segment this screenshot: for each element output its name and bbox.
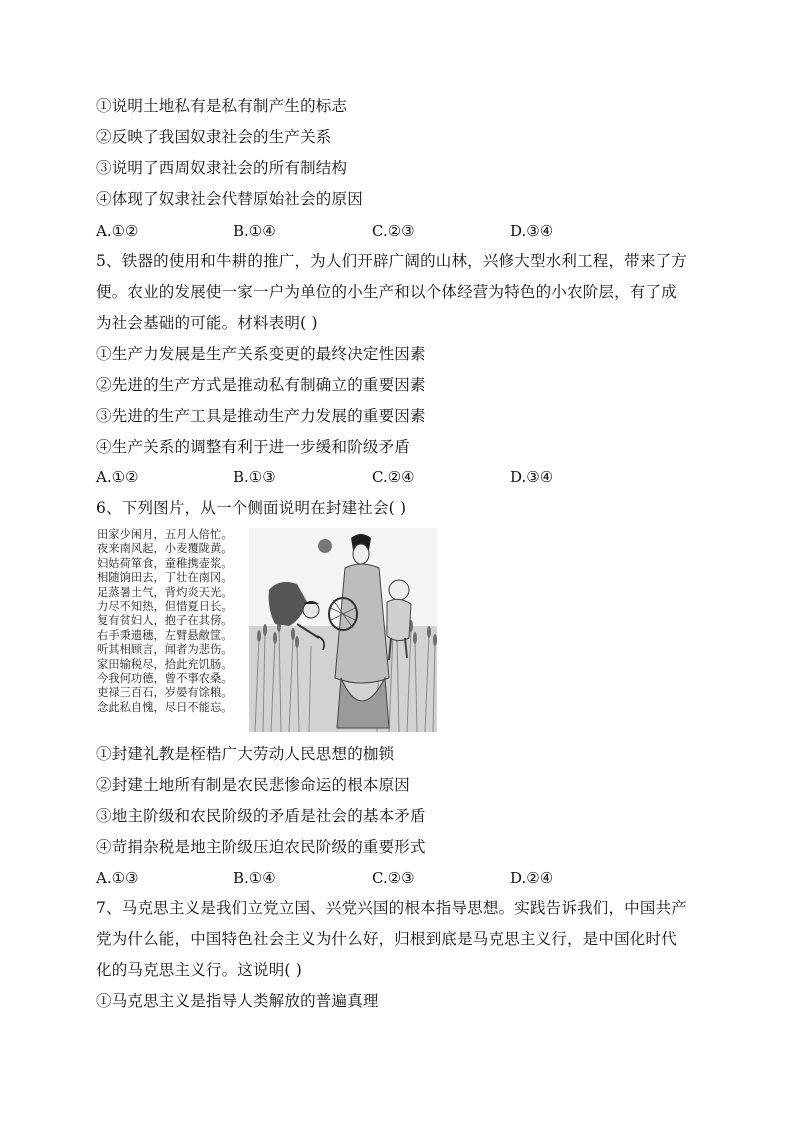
q7-stem-line-1: 7、马克思主义是我们立党立国、兴党兴国的根本指导思想。实践告诉我们，中国共产 <box>96 899 687 917</box>
q5-option-a[interactable]: A.①② <box>96 468 139 486</box>
q5-item-1: ①生产力发展是生产关系变更的最终决定性因素 <box>96 345 426 363</box>
q6-item-2: ②封建土地所有制是农民悲惨命运的根本原因 <box>96 776 411 794</box>
q6-option-a[interactable]: A.①③ <box>96 869 139 887</box>
q6-item-3: ③地主阶级和农民阶级的矛盾是社会的基本矛盾 <box>96 807 426 825</box>
q6-option-c[interactable]: C.②③ <box>372 869 415 887</box>
q7-stem-line-2: 党为什么能，中国特色社会主义为什么好，归根到底是马克思主义行，是中国化时代 <box>96 930 677 948</box>
poem-line: 妇姑荷箪食，童稚携壶浆。 <box>97 556 233 570</box>
poem-line: 家田输税尽，拾此充饥肠。 <box>97 657 233 671</box>
q5-stem-line-2: 便。农业的发展使一家一户为单位的小生产和以个体经营为特色的小农阶层，有了成 <box>96 283 677 301</box>
q6-option-b[interactable]: B.①④ <box>233 869 276 887</box>
q4-option-b[interactable]: B.①④ <box>233 222 276 240</box>
q5-item-4: ④生产关系的调整有利于进一步缓和阶级矛盾 <box>96 438 411 456</box>
q6-poem <box>97 528 253 715</box>
q6-figure <box>97 528 437 732</box>
poem-line: 今我何功德，曾不事农桑。 <box>97 672 233 686</box>
poem-line: 右手秉遗穗，左臂悬敝筐。 <box>97 628 233 642</box>
poem-line: 夜来南风起，小麦覆陇黄。 <box>97 542 233 556</box>
q7-item-1: ①马克思主义是指导人类解放的普遍真理 <box>96 992 379 1010</box>
q4-item-2: ②反映了我国奴隶社会的生产关系 <box>96 128 332 146</box>
q4-item-1: ①说明土地私有是私有制产生的标志 <box>96 97 348 115</box>
poem-line: 复有贫妇人，抱子在其傍。 <box>97 614 233 628</box>
q7-stem-line-3: 化的马克思主义行。这说明( ) <box>96 961 303 979</box>
q6-stem: 6、下列图片，从一个侧面说明在封建社会( ) <box>96 499 407 517</box>
poem-line: 吏禄三百石，岁晏有馀粮。 <box>97 686 233 700</box>
q4-option-a[interactable]: A.①② <box>96 222 139 240</box>
q4-option-d[interactable]: D.③④ <box>510 222 554 240</box>
poem-line: 力尽不知热，但惜夏日长。 <box>97 600 233 614</box>
poem-line: 足蒸暑土气，背灼炎天光。 <box>97 585 233 599</box>
q5-stem-line-3: 为社会基础的可能。材料表明( ) <box>96 314 318 332</box>
q6-item-4: ④苛捐杂税是地主阶级压迫农民阶级的重要形式 <box>96 838 426 856</box>
sun-icon <box>318 539 332 553</box>
poem-line: 念此私自愧，尽日不能忘。 <box>97 700 233 714</box>
q5-option-b[interactable]: B.①③ <box>233 468 276 486</box>
q6-item-1: ①封建礼教是桎梏广大劳动人民思想的枷锁 <box>96 745 395 763</box>
poem-line: 听其相顾言，闻者为悲伤。 <box>97 643 233 657</box>
q5-stem-line-1: 5、铁器的使用和牛耕的推广，为人们开辟广阔的山林，兴修大型水利工程，带来了方 <box>96 252 687 270</box>
q4-item-3: ③说明了西周奴隶社会的所有制结构 <box>96 159 348 177</box>
q5-option-c[interactable]: C.②④ <box>372 468 415 486</box>
q5-option-d[interactable]: D.③④ <box>510 468 554 486</box>
poem-line: 相随饷田去，丁壮在南冈。 <box>97 571 233 585</box>
q4-item-4: ④体现了奴隶社会代替原始社会的原因 <box>96 190 363 208</box>
q6-option-d[interactable]: D.②④ <box>510 869 554 887</box>
q4-option-c[interactable]: C.②③ <box>372 222 415 240</box>
poem-line: 田家少闲月，五月人倍忙。 <box>97 528 233 541</box>
q5-item-3: ③先进的生产工具是推动生产力发展的重要因素 <box>96 407 426 425</box>
q5-item-2: ②先进的生产方式是推动私有制确立的重要因素 <box>96 376 426 394</box>
harvest-illustration <box>249 528 437 732</box>
